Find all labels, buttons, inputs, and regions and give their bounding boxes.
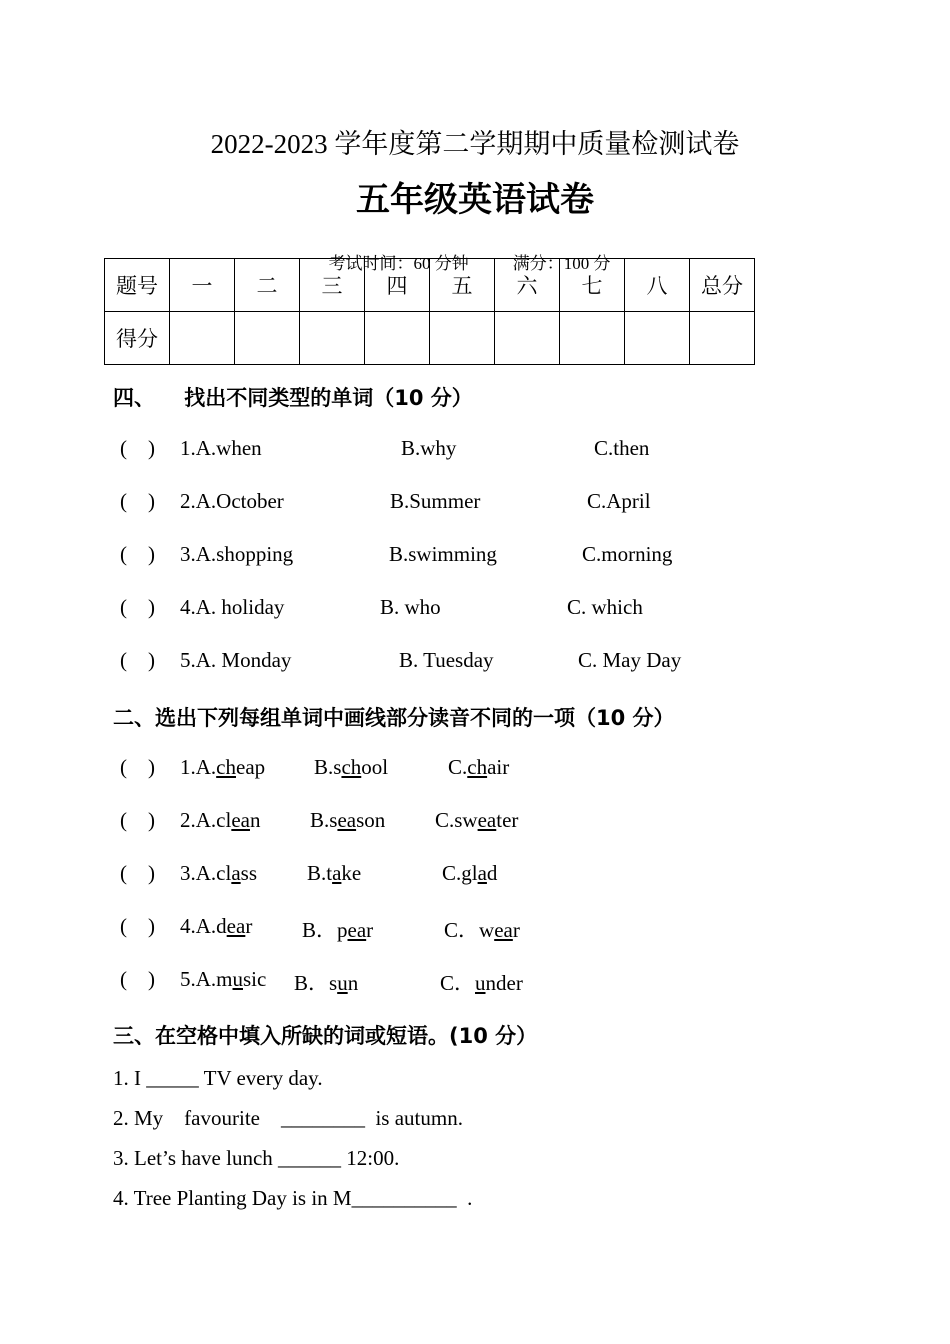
option-c <box>444 914 520 944</box>
underlined-part: ch <box>341 755 362 779</box>
answer-paren[interactable]: ( ) <box>120 861 155 885</box>
section3-title: 三、在空格中填入所缺的词或短语。(10 分） <box>113 1024 538 1048</box>
score-row-label: 得分 <box>105 312 170 365</box>
score-blank-cell[interactable] <box>170 312 235 365</box>
word-part: r <box>512 918 520 942</box>
score-blank-cell[interactable] <box>690 312 755 365</box>
answer-paren[interactable]: ( ) <box>120 914 155 938</box>
option-b <box>294 967 358 997</box>
answer-paren[interactable]: ( ) <box>120 542 155 566</box>
word-part: C.sw <box>435 808 478 832</box>
fill-blank-item: 4. Tree Planting Day is in M__________ . <box>113 1186 473 1210</box>
underlined-part: ea <box>337 808 357 832</box>
word-part: n <box>347 971 359 995</box>
option-b <box>307 861 361 886</box>
word-part: eap <box>236 755 266 779</box>
answer-paren[interactable]: ( ) <box>120 648 155 672</box>
option-a <box>180 914 252 939</box>
underlined-part: ea <box>226 914 246 938</box>
score-blank-cell[interactable] <box>300 312 365 365</box>
option-c <box>448 755 509 780</box>
option-a: 2.A.October <box>180 489 284 513</box>
word-part: B.s <box>314 755 342 779</box>
answer-paren[interactable]: ( ) <box>120 489 155 513</box>
option-c <box>442 861 497 886</box>
option-b: B. Tuesday <box>399 648 494 672</box>
option-a <box>180 861 257 886</box>
word-part: ke <box>341 861 362 885</box>
option-c <box>440 967 523 997</box>
word-part: r <box>366 918 374 942</box>
score-cell: 题号 <box>105 259 170 312</box>
score-cell: 三 <box>300 259 365 312</box>
answer-paren[interactable]: ( ) <box>120 436 155 460</box>
section1-item <box>120 436 650 466</box>
word-part: n <box>249 808 261 832</box>
word-part: ss <box>240 861 258 885</box>
answer-paren[interactable]: ( ) <box>120 595 155 619</box>
word-part: C． <box>440 971 476 995</box>
option-b <box>302 914 373 944</box>
option-c: C. May Day <box>578 648 682 672</box>
score-table <box>104 258 755 365</box>
option-c: C.April <box>587 489 651 513</box>
word-part: C．w <box>444 918 495 942</box>
option-b: B.swimming <box>389 542 497 566</box>
section1-item <box>120 542 673 572</box>
score-cell: 五 <box>430 259 495 312</box>
option-a: 1.A.when <box>180 436 262 460</box>
option-a: 4.A. holiday <box>180 595 285 619</box>
fill-blank-item: 1. I _____ TV every day. <box>113 1066 323 1090</box>
section1-item <box>120 595 643 625</box>
answer-paren[interactable]: ( ) <box>120 808 155 832</box>
section2-item <box>120 967 523 997</box>
word-part: air <box>487 755 510 779</box>
score-blank-cell[interactable] <box>625 312 690 365</box>
word-part: 2.A.cl <box>180 808 232 832</box>
underlined-part: a <box>231 861 241 885</box>
option-a: 5.A. Monday <box>180 648 292 672</box>
word-part: r <box>245 914 253 938</box>
underlined-part: u <box>475 971 486 995</box>
underlined-part: ch <box>467 755 488 779</box>
word-part: C. <box>448 755 468 779</box>
score-cell: 一 <box>170 259 235 312</box>
word-part: 5.A.m <box>180 967 233 991</box>
score-table-header-row <box>105 259 755 312</box>
exam-subtitle: 五年级英语试卷 <box>356 180 594 220</box>
score-blank-cell[interactable] <box>495 312 560 365</box>
word-part: B.s <box>310 808 338 832</box>
option-c: C. which <box>567 595 643 619</box>
score-blank-cell[interactable] <box>560 312 625 365</box>
word-part: son <box>356 808 386 832</box>
word-part: 4.A.d <box>180 914 227 938</box>
option-b <box>310 808 385 833</box>
word-part: B．s <box>294 971 338 995</box>
section2-item <box>120 755 510 785</box>
word-part: 3.A.cl <box>180 861 232 885</box>
underlined-part: u <box>232 967 243 991</box>
word-part: 1.A. <box>180 755 217 779</box>
underlined-part: ea <box>231 808 250 832</box>
score-blank-cell[interactable] <box>430 312 495 365</box>
section2-item <box>120 808 519 838</box>
option-c: C.then <box>594 436 650 460</box>
score-cell: 总分 <box>690 259 755 312</box>
score-cell: 六 <box>495 259 560 312</box>
full-score: 满分：100 分 <box>512 254 611 273</box>
underlined-part: a <box>477 861 487 885</box>
score-table-score-row <box>105 312 755 365</box>
word-part: d <box>486 861 498 885</box>
word-part: sic <box>243 967 267 991</box>
section2-title: 二、选出下列每组单词中画线部分读音不同的一项（10 分） <box>113 706 675 730</box>
underlined-part: a <box>332 861 342 885</box>
option-c <box>435 808 518 833</box>
fill-blank-item: 2. My favourite ________ is autumn. <box>113 1106 463 1130</box>
underlined-part: u <box>337 971 348 995</box>
score-cell: 四 <box>365 259 430 312</box>
option-a <box>180 808 260 833</box>
underlined-part: ch <box>216 755 236 779</box>
score-blank-cell[interactable] <box>365 312 430 365</box>
section1-item <box>120 648 682 678</box>
word-part: nder <box>485 971 523 995</box>
word-part: ool <box>361 755 389 779</box>
underlined-part: ea <box>494 918 513 942</box>
underlined-part: ea <box>477 808 497 832</box>
exam-time: 考试时间：60 分钟 <box>328 254 469 273</box>
score-blank-cell[interactable] <box>235 312 300 365</box>
word-part: B.t <box>307 861 333 885</box>
option-a <box>180 755 265 780</box>
option-b: B.why <box>401 436 457 460</box>
section2-item <box>120 914 520 944</box>
word-part: C.gl <box>442 861 478 885</box>
option-a <box>180 967 266 992</box>
option-b: B. who <box>380 595 441 619</box>
section1-item <box>120 489 651 519</box>
option-a: 3.A.shopping <box>180 542 294 566</box>
score-cell: 八 <box>625 259 690 312</box>
score-cell: 二 <box>235 259 300 312</box>
word-part: B．p <box>302 918 348 942</box>
score-cell: 七 <box>560 259 625 312</box>
exam-title: 2022-2023 学年度第二学期期中质量检测试卷 <box>210 129 740 159</box>
answer-paren[interactable]: ( ) <box>120 967 155 991</box>
option-b <box>314 755 388 780</box>
section2-item <box>120 861 498 891</box>
option-b: B.Summer <box>390 489 481 513</box>
underlined-part: ea <box>347 918 367 942</box>
answer-paren[interactable]: ( ) <box>120 755 155 779</box>
option-c: C.morning <box>582 542 673 566</box>
section1-title: 四、 找出不同类型的单词（10 分） <box>113 386 473 410</box>
word-part: ter <box>496 808 519 832</box>
fill-blank-item: 3. Let’s have lunch ______ 12:00. <box>113 1146 400 1170</box>
